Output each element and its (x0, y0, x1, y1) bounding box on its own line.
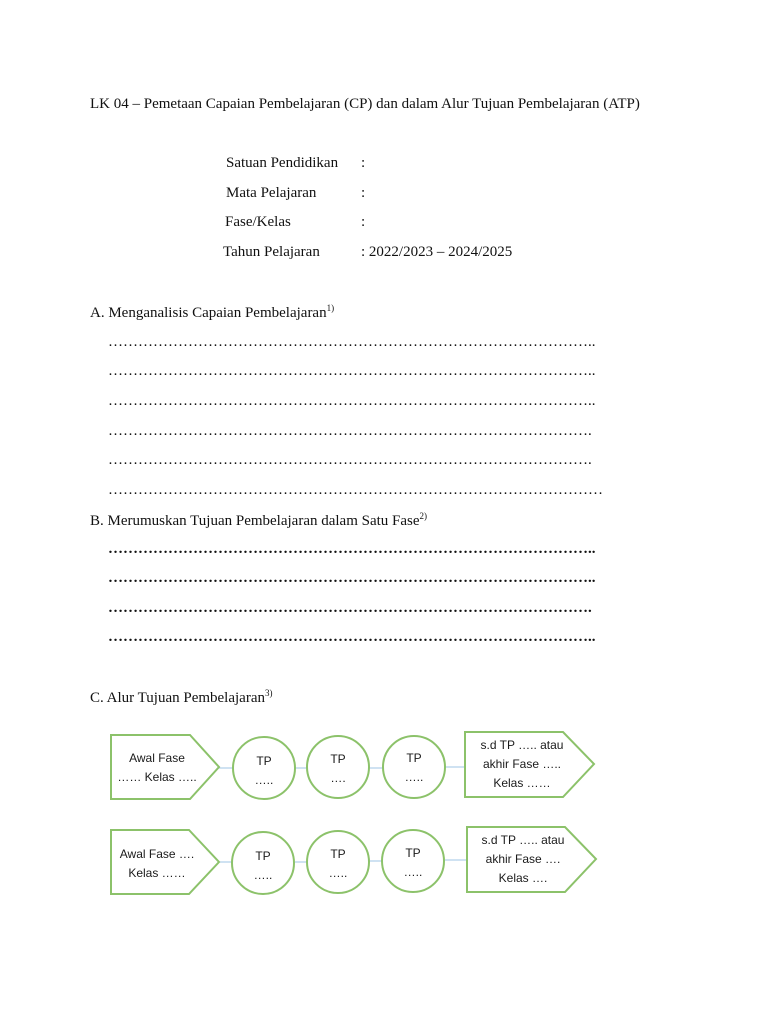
section-a-footnote-marker: 1) (326, 303, 335, 313)
start-text-line: Awal Fase …. (119, 847, 195, 861)
section-b-heading-text: B. Merumuskan Tujuan Pembelajaran dalam Satu Fase (90, 513, 420, 529)
tp-label: TP (330, 847, 346, 861)
field-label-tahun-pelajaran: Tahun Pelajaran (223, 244, 320, 260)
section-a-answer-line: ……………………………………………………………………………………. (108, 423, 592, 439)
tp-circle (307, 831, 369, 893)
document-title: LK 04 – Pemetaan Capaian Pembelajaran (CP) dan dalam Alur Tujuan Pembelajaran (ATP) (90, 96, 640, 112)
end-text-line: Kelas …. (498, 871, 548, 885)
tp-label: TP (330, 752, 346, 766)
field-value-tahun-pelajaran: : 2022/2023 – 2024/2025 (361, 244, 513, 260)
tp-placeholder: …. (330, 771, 346, 785)
start-pentagon (111, 830, 219, 894)
section-c-footnote-marker: 3) (265, 688, 273, 698)
field-value-mata-pelajaran: : (361, 185, 366, 201)
start-text-line: Kelas …… (128, 866, 186, 880)
section-a-answer-line: ……………………………………………………………………………………. (108, 452, 592, 468)
field-label-mata-pelajaran: Mata Pelajaran (226, 185, 317, 201)
tp-circle (232, 832, 294, 894)
section-b-footnote-marker: 2) (419, 511, 428, 521)
section-b-answer-line: ……………………………………………………………………………………. (108, 600, 592, 616)
tp-placeholder: ….. (253, 868, 273, 882)
end-text-line: s.d TP ….. atau (480, 738, 564, 752)
field-value-satuan-pendidikan: : (361, 155, 366, 171)
tp-placeholder: ….. (254, 773, 274, 787)
tp-label: TP (256, 754, 272, 768)
section-a-heading-text: A. Menganalisis Capaian Pembelajaran (90, 305, 327, 321)
tp-label: TP (405, 846, 421, 860)
end-text-line: s.d TP ….. atau (481, 833, 565, 847)
section-a-answer-line: …………………………………………………………………………………….. (108, 334, 596, 350)
section-b-answer-line: …………………………………………………………………………………….. (108, 541, 596, 557)
tp-placeholder: ….. (403, 865, 423, 879)
tp-label: TP (406, 751, 422, 765)
section-a-answer-line: …………………………………………………………………………………….. (108, 363, 596, 379)
section-a-answer-line: …………………………………………………………………………………….. (108, 393, 596, 409)
end-text-line: akhir Fase ….. (482, 757, 562, 771)
tp-placeholder: ….. (404, 770, 424, 784)
start-text-line: Awal Fase (129, 751, 185, 765)
section-b-answer-line: …………………………………………………………………………………….. (108, 629, 596, 645)
tp-label: TP (255, 849, 271, 863)
section-a-answer-line: ……………………………………………………………………………………… (108, 482, 603, 498)
end-text-line: akhir Fase …. (485, 852, 561, 866)
end-text-line: Kelas …… (493, 776, 551, 790)
field-label-satuan-pendidikan: Satuan Pendidikan (226, 155, 339, 171)
field-label-fase-kelas: Fase/Kelas (225, 214, 291, 230)
section-b-answer-line: …………………………………………………………………………………….. (108, 570, 596, 586)
tp-circle (382, 830, 444, 892)
tp-placeholder: ….. (328, 866, 348, 880)
field-value-fase-kelas: : (361, 214, 366, 230)
start-text-line: …… Kelas ….. (117, 770, 197, 784)
section-c-heading-text: C. Alur Tujuan Pembelajaran (90, 690, 265, 706)
